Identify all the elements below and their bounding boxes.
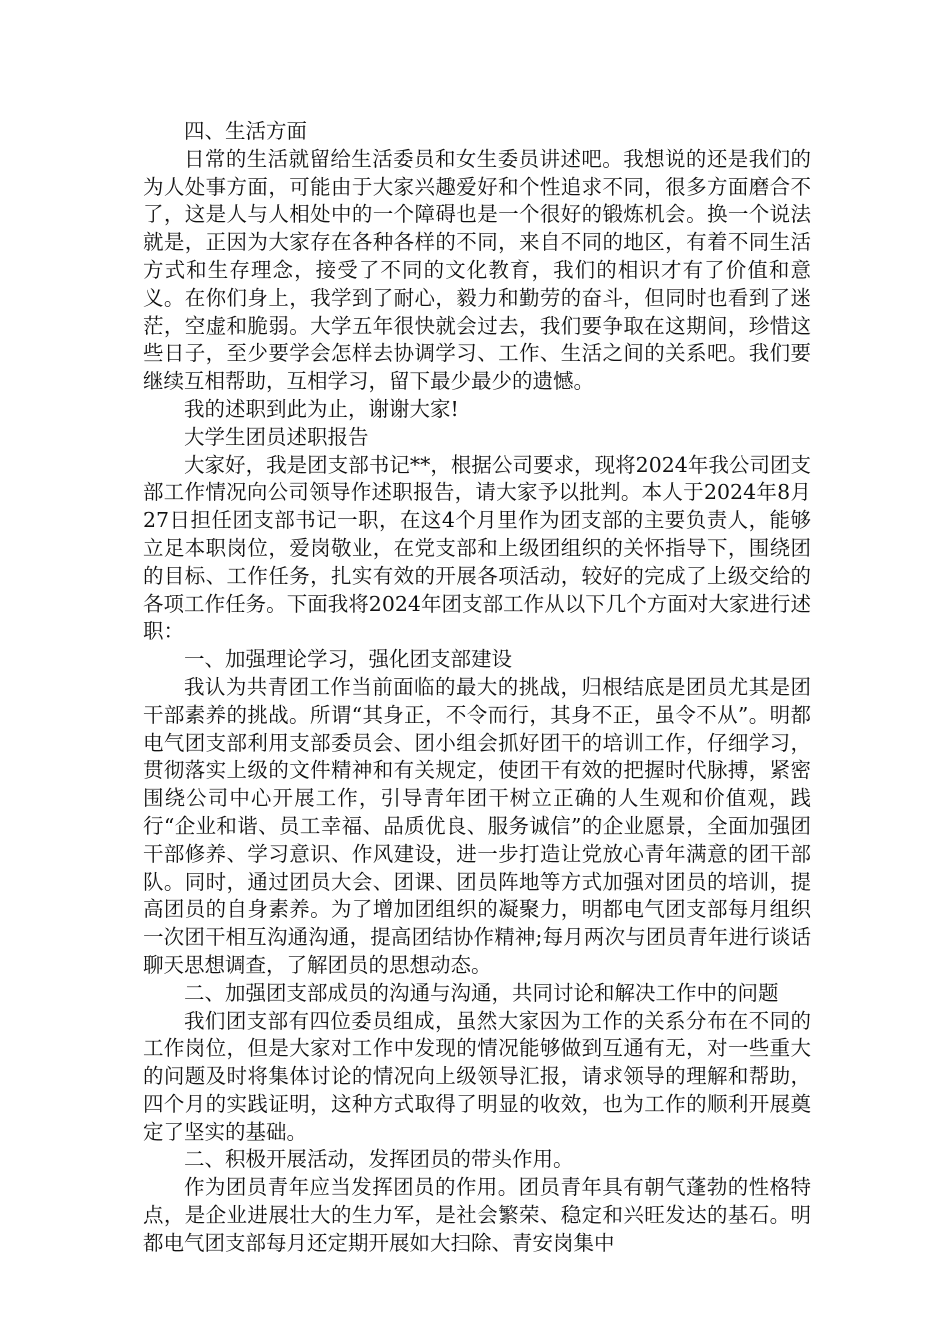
paragraph-activities: 作为团员青年应当发挥团员的作用。团员青年具有朝气蓬勃的性格特点，是企业进展壮大的生力军，是社会繁荣、稳定和兴旺发达的基石。明都电气团支部每月还定期开展如大扫除、青安岗集中 (143, 1175, 811, 1255)
section-heading-life: 四、生活方面 (184, 119, 307, 143)
section-heading-theory: 一、加强理论学习，强化团支部建设 (184, 647, 512, 672)
section-heading-activities: 二、积极开展活动，发挥团员的带头作用。 (184, 1147, 574, 1172)
paragraph-life: 日常的生活就留给生活委员和女生委员讲述吧。我想说的还是我们的为人处事方面，可能由于大家兴趣爱好和个性追求不同，很多方面磨合不了，这是人与人相处中的一个障碍也是一个很好的锻炼机会。换一个说法就是，正因为大家存在各种各样的不同，来自不同的地区，有着不同生活方式和生存理念，接受了不同的文化教育，我们的相识才有了价值和意义。在你们身上，我学到了耐心，毅力和勤劳的奋斗，但同时也看到了迷茫，空虚和脆弱。大学五年很快就会过去，我们要争取在这期间，珍惜这些日子，至少要学会怎样去协调学习、工作、生活之间的关系吧。我们要继续互相帮助，互相学习，留下最少最少的遗憾。 (143, 146, 811, 394)
report-title: 大学生团员述职报告 (184, 424, 369, 449)
section-heading-communication: 二、加强团支部成员的沟通与沟通，共同讨论和解决工作中的问题 (184, 980, 779, 1005)
paragraph-closing: 我的述职到此为止，谢谢大家! (184, 396, 459, 421)
document-body (143, 118, 811, 1258)
paragraph-intro: 大家好，我是团支部书记**，根据公司要求，现将2024年我公司团支部工作情况向公司领导作述职报告，请大家予以批判。本人于2024年8月27日担任团支部书记一职，在这4个月里作为团支部的主要负责人，能够立足本职岗位，爱岗敬业，在党支部和上级团组织的关怀指导下，围绕团的目标、工作任务，扎实有效的开展各项活动，较好的完成了上级交给的各项工作任务。下面我将2024年团支部工作从以下几个方面对大家进行述职： (143, 452, 811, 644)
paragraph-theory: 我认为共青团工作当前面临的最大的挑战，归根结底是团员尤其是团干部素养的挑战。所谓“其身正，不令而行，其身不正，虽令不从”。明都电气团支部利用支部委员会、团小组会抓好团干的培训工作，仔细学习，贯彻落实上级的文件精神和有关规定，使团干有效的把握时代脉搏，紧密围绕公司中心开展工作，引导青年团干树立正确的人生观和价值观，践行“企业和谐、员工幸福、品质优良、服务诚信”的企业愿景，全面加强团干部修养、学习意识、作风建设，进一步打造让党放心青年满意的团干部队。同时，通过团员大会、团课、团员阵地等方式加强对团员的培训，提高团员的自身素养。为了增加团组织的凝聚力，明都电气团支部每月组织一次团干相互沟通沟通，提高团结协作精神;每月两次与团员青年进行谈话聊天思想调查，了解团员的思想动态。 (143, 674, 811, 977)
paragraph-communication: 我们团支部有四位委员组成，虽然大家因为工作的关系分布在不同的工作岗位，但是大家对工作中发现的情况能够做到互通有无，对一些重大的问题及时将集体讨论的情况向上级领导汇报，请求领导的理解和帮助，四个月的实践证明，这种方式取得了明显的收效，也为工作的顺利开展奠定了坚实的基础。 (143, 1008, 811, 1144)
